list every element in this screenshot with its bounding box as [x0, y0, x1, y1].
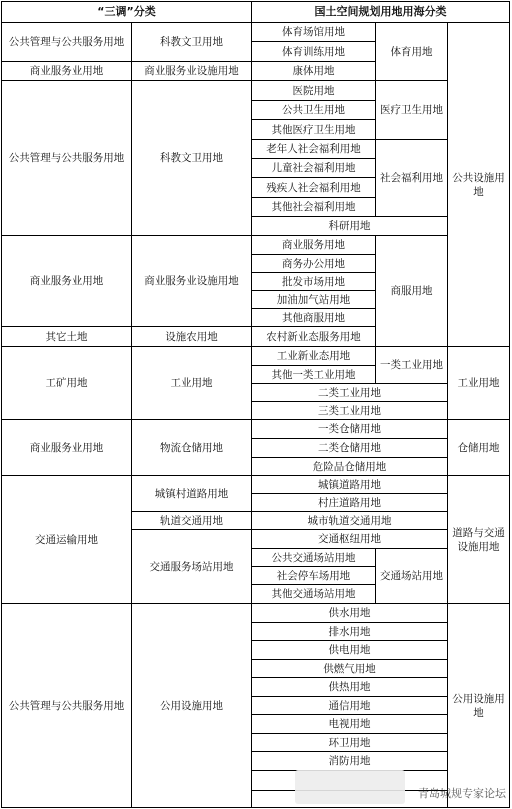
sandiao-subclass-cell: 公用设施用地	[131, 603, 252, 808]
sandiao-subclass-cell: 交通服务场站用地	[131, 529, 252, 604]
detail-class-cell: 通信用地	[251, 696, 448, 715]
detail-class-cell: 二类工业用地	[251, 383, 448, 402]
header-sandiao-category: “三调”分类	[1, 1, 252, 23]
detail-class-cell: 三类工业用地	[251, 401, 448, 420]
sandiao-class-cell: 工矿用地	[1, 346, 132, 420]
detail-class-cell: 其他商服用地	[251, 308, 376, 327]
detail-class-cell: 其他社会福利用地	[251, 197, 376, 217]
sandiao-class-cell: 公共管理与公共服务用地	[1, 603, 132, 808]
detail-class-cell: 排水用地	[251, 622, 448, 641]
detail-class-cell: 儿童社会福利用地	[251, 158, 376, 178]
detail-class-cell: 消防用地	[251, 751, 448, 771]
mid-class-cell: 交通场站用地	[375, 548, 448, 604]
mid-class-cell: 一类工业用地	[375, 346, 448, 384]
sandiao-class-cell: 商业服务业用地	[1, 235, 132, 327]
detail-class-cell: 环卫用地	[251, 733, 448, 752]
detail-class-cell: 供水用地	[251, 603, 448, 623]
detail-class-cell: 其他交通场站用地	[251, 584, 376, 604]
detail-class-cell: 批发市场用地	[251, 272, 376, 291]
detail-class-cell: 医院用地	[251, 80, 376, 101]
detail-class-cell: 商务办公用地	[251, 254, 376, 273]
mid-class-cell: 社会福利用地	[375, 139, 448, 217]
blurred-watermark-patch	[295, 770, 405, 804]
mid-class-cell: 体育用地	[375, 22, 448, 81]
detail-class-cell: 村庄道路用地	[251, 493, 448, 512]
sandiao-subclass-cell: 商业服务业设施用地	[131, 235, 252, 327]
detail-class-cell: 体育场馆用地	[251, 22, 376, 42]
detail-class-cell: 城市轨道交通用地	[251, 511, 448, 530]
detail-class-cell: 供燃气用地	[251, 659, 448, 678]
detail-class-cell: 科研用地	[251, 216, 448, 236]
top-class-cell: 公用设施用地	[447, 603, 510, 808]
detail-class-cell: 体育训练用地	[251, 41, 376, 62]
sandiao-subclass-cell: 科教文卫用地	[131, 80, 252, 236]
top-class-cell: 道路与交通设施用地	[447, 475, 510, 604]
detail-class-cell: 危险品仓储用地	[251, 457, 448, 476]
detail-class-cell: 二类仓储用地	[251, 438, 448, 458]
sandiao-class-cell: 交通运输用地	[1, 475, 132, 604]
sandiao-class-cell: 商业服务业用地	[1, 419, 132, 476]
detail-class-cell: 残疾人社会福利用地	[251, 177, 376, 198]
detail-class-cell: 老年人社会福利用地	[251, 139, 376, 159]
detail-class-cell: 农村新业态服务用地	[251, 326, 376, 347]
sandiao-subclass-cell: 科教文卫用地	[131, 22, 252, 62]
top-class-cell: 工业用地	[447, 346, 510, 420]
mid-class-cell: 商服用地	[375, 235, 448, 347]
detail-class-cell: 公共卫生用地	[251, 100, 376, 120]
detail-class-cell: 供电用地	[251, 640, 448, 660]
detail-class-cell: 城镇道路用地	[251, 475, 448, 494]
detail-class-cell: 商业服务用地	[251, 235, 376, 255]
sandiao-subclass-cell: 城镇村道路用地	[131, 475, 252, 512]
detail-class-cell: 社会停车场用地	[251, 566, 376, 585]
detail-class-cell: 交通枢纽用地	[251, 529, 448, 549]
sandiao-subclass-cell: 设施农用地	[131, 326, 252, 347]
sandiao-class-cell: 商业服务业用地	[1, 61, 132, 81]
sandiao-class-cell: 其它土地	[1, 326, 132, 347]
detail-class-cell: 一类仓储用地	[251, 419, 448, 439]
detail-class-cell: 康体用地	[251, 61, 376, 81]
detail-class-cell: 工业新业态用地	[251, 346, 376, 366]
detail-class-cell: 电视用地	[251, 714, 448, 734]
header-territorial-category: 国土空间规划用地用海分类	[251, 1, 510, 23]
sandiao-class-cell: 公共管理与公共服务用地	[1, 80, 132, 236]
detail-class-cell: 其他医疗卫生用地	[251, 119, 376, 140]
detail-class-cell: 其他一类工业用地	[251, 365, 376, 384]
sandiao-subclass-cell: 物流仓储用地	[131, 419, 252, 476]
sandiao-subclass-cell: 工业用地	[131, 346, 252, 420]
mid-class-cell: 医疗卫生用地	[375, 80, 448, 140]
sandiao-subclass-cell: 商业服务业设施用地	[131, 61, 252, 81]
top-class-cell: 仓储用地	[447, 419, 510, 476]
detail-class-cell: 供热用地	[251, 677, 448, 697]
sandiao-class-cell: 公共管理与公共服务用地	[1, 22, 132, 62]
watermark-text: 青岛城规专家论坛	[418, 787, 506, 800]
sandiao-subclass-cell: 轨道交通用地	[131, 511, 252, 530]
detail-class-cell: 加油加气站用地	[251, 290, 376, 309]
top-class-cell: 公共设施用地	[447, 22, 510, 347]
detail-class-cell: 公共交通场站用地	[251, 548, 376, 567]
